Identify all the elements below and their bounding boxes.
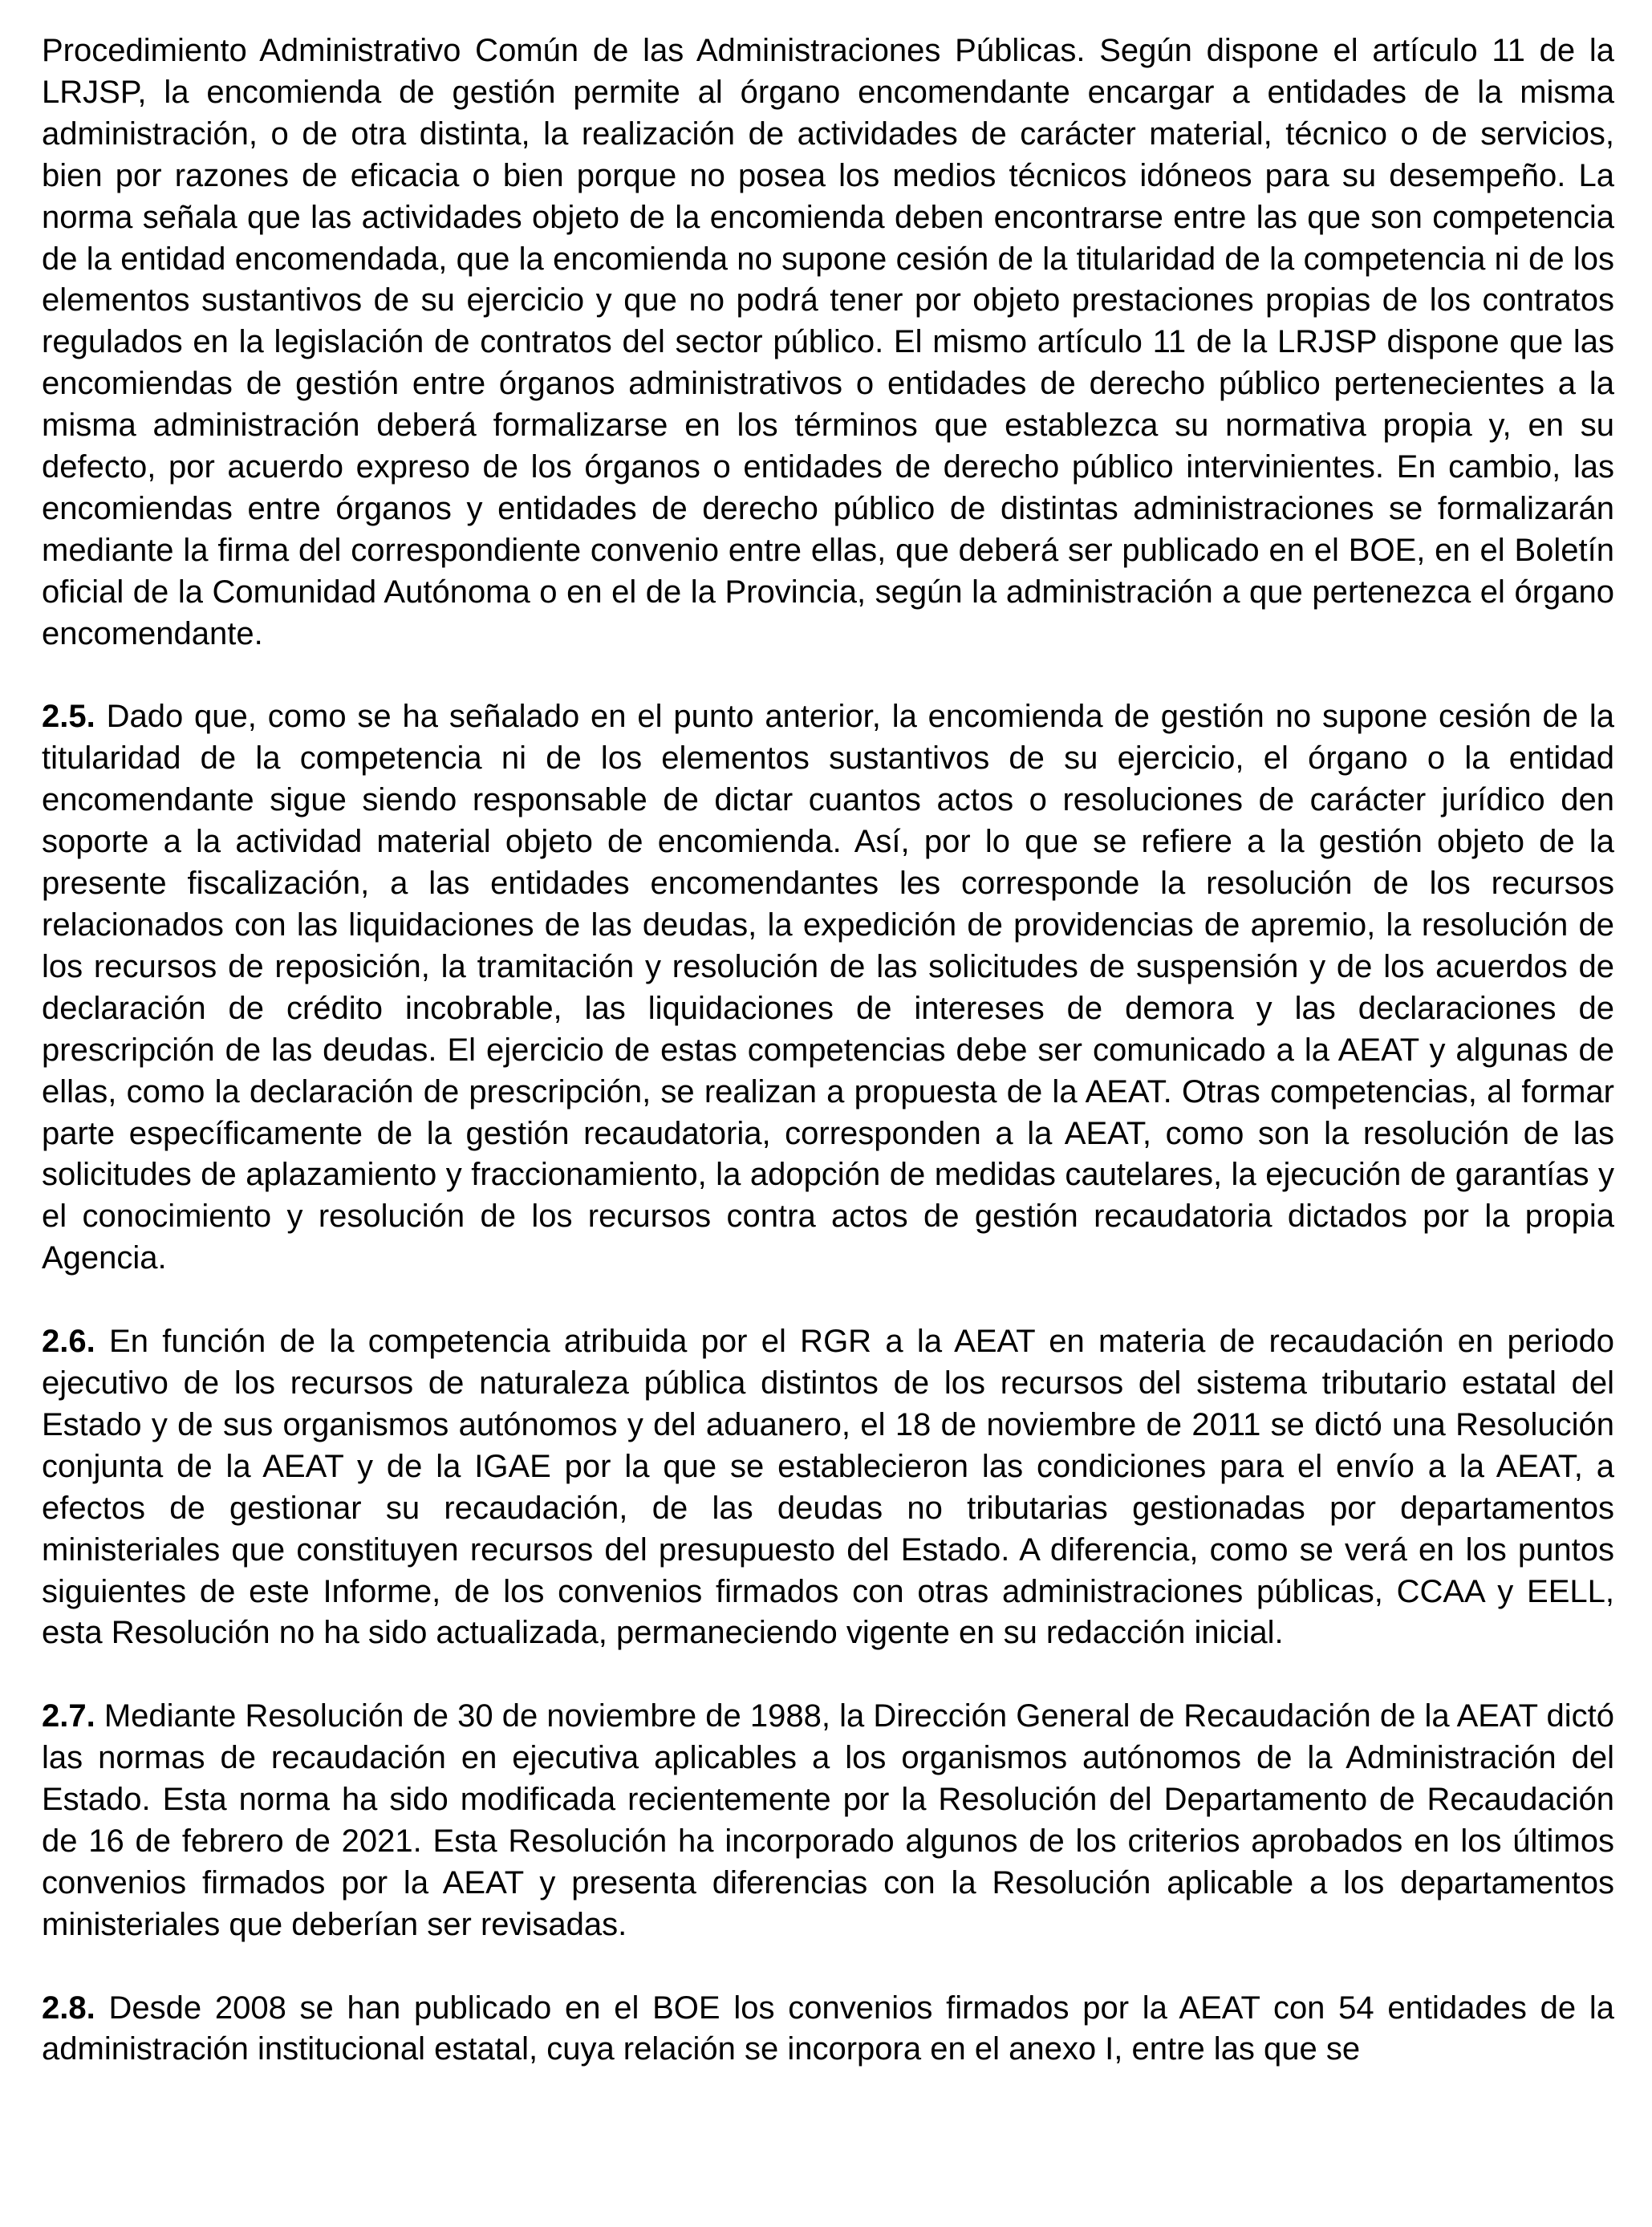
paragraph-2-8 <box>42 1988 1614 2071</box>
paragraph-number: 2.8. <box>42 1990 95 2026</box>
paragraph-2-6 <box>42 1321 1614 1654</box>
paragraph-text: Desde 2008 se han publicado en el BOE los convenios firmados por la AEAT con 54 entidades de la administración institucional estatal, cuya relación se incorpora en el anexo I, entre las que se <box>42 1990 1614 2067</box>
paragraph-number: 2.6. <box>42 1324 95 1360</box>
paragraph-intro <box>42 30 1614 655</box>
paragraph-text: En función de la competencia atribuida por el RGR a la AEAT en materia de recaudación en periodo ejecutivo de los recursos de naturaleza pública distintos de los recursos del sistema tributario estatal del Estado y de sus organismos autónomos y del aduanero, el 18 de noviembre de 2011 se dictó una Resolución conjunta de la AEAT y de la IGAE por la que se establecieron las condiciones para el envío a la AEAT, a efectos de gestionar su recaudación, de las deudas no tributarias gestionadas por departamentos ministeriales que constituyen recursos del presupuesto del Estado. A diferencia, como se verá en los puntos siguientes de este Informe, de los convenios firmados con otras administraciones públicas, CCAA y EELL, esta Resolución no ha sido actualizada, permaneciendo vigente en su redacción inicial. <box>42 1324 1614 1651</box>
paragraph-text: Dado que, como se ha señalado en el punto anterior, la encomienda de gestión no supone cesión de la titularidad de la competencia ni de los elementos sustantivos de su ejercicio, el órgano o la entidad encomendante sigue siendo responsable de dictar cuantos actos o resoluciones de carácter jurídico den soporte a la actividad material objeto de encomienda. Así, por lo que se refiere a la gestión objeto de la presente fiscalización, a las entidades encomendantes les corresponde la resolución de los recursos relacionados con las liquidaciones de las deudas, la expedición de providencias de apremio, la resolución de los recursos de reposición, la tramitación y resolución de las solicitudes de suspensión y de los acuerdos de declaración de crédito incobrable, las liquidaciones de intereses de demora y las declaraciones de prescripción de las deudas. El ejercicio de estas competencias debe ser comunicado a la AEAT y algunas de ellas, como la declaración de prescripción, se realizan a propuesta de la AEAT. Otras competencias, al formar parte específicamente de la gestión recaudatoria, corresponden a la AEAT, como son la resolución de las solicitudes de aplazamiento y fraccionamiento, la adopción de medidas cautelares, la ejecución de garantías y el conocimiento y resolución de los recursos contra actos de gestión recaudatoria dictados por la propia Agencia. <box>42 699 1614 1276</box>
paragraph-2-7 <box>42 1696 1614 1945</box>
paragraph-text: Mediante Resolución de 30 de noviembre de 1988, la Dirección General de Recaudación de la AEAT dictó las normas de recaudación en ejecutiva aplicables a los organismos autónomos de la Administración del Estado. Esta norma ha sido modificada recientemente por la Resolución del Departamento de Recaudación de 16 de febrero de 2021. Esta Resolución ha incorporado algunos de los criterios aprobados en los últimos convenios firmados por la AEAT y presenta diferencias con la Resolución aplicable a los departamentos ministeriales que deberían ser revisadas. <box>42 1698 1614 1942</box>
paragraph-2-5 <box>42 696 1614 1280</box>
paragraph-number: 2.7. <box>42 1698 95 1734</box>
paragraph-text: Procedimiento Administrativo Común de las Administraciones Públicas. Según dispone el artículo 11 de la LRJSP, la encomienda de gestión permite al órgano encomendante encargar a entidades de la misma administración, o de otra distinta, la realización de actividades de carácter material, técnico o de servicios, bien por razones de eficacia o bien porque no posea los medios técnicos idóneos para su desempeño. La norma señala que las actividades objeto de la encomienda deben encontrarse entre las que son competencia de la entidad encomendada, que la encomienda no supone cesión de la titularidad de la competencia ni de los elementos sustantivos de su ejercicio y que no podrá tener por objeto prestaciones propias de los contratos regulados en la legislación de contratos del sector público. El mismo artículo 11 de la LRJSP dispone que las encomiendas de gestión entre órganos administrativos o entidades de derecho público pertenecientes a la misma administración deberá formalizarse en los términos que establezca su normativa propia y, en su defecto, por acuerdo expreso de los órganos o entidades de derecho público intervinientes. En cambio, las encomiendas entre órganos y entidades de derecho público de distintas administraciones se formalizarán mediante la firma del correspondiente convenio entre ellas, que deberá ser publicado en el BOE, en el Boletín oficial de la Comunidad Autónoma o en el de la Provincia, según la administración a que pertenezca el órgano encomendante. <box>42 33 1614 651</box>
document-page <box>42 30 1614 2112</box>
paragraph-number: 2.5. <box>42 699 95 735</box>
